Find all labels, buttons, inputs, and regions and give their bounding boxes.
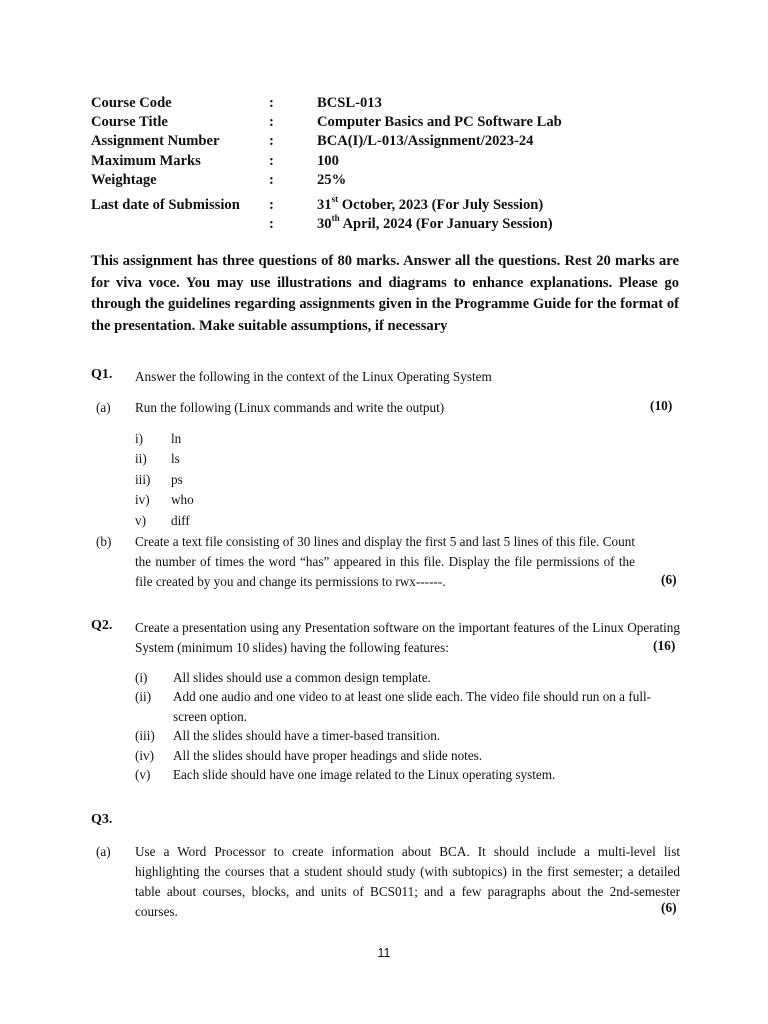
date-day: 30 — [317, 215, 332, 232]
q1-label: Q1. — [91, 367, 113, 382]
q2-label: Q2. — [91, 618, 113, 633]
list-item: i) ln — [135, 431, 182, 446]
list-item: (iv) All the slides should have proper headings and slide notes. — [135, 747, 483, 763]
submission-row-2 — [91, 215, 691, 234]
list-item: v) diff — [135, 512, 190, 528]
list-item: iv) who — [135, 492, 194, 508]
colon: : — [269, 152, 274, 169]
course-title-value: Computer Basics and PC Software Lab — [317, 114, 562, 131]
course-title-label: Course Title — [91, 114, 168, 131]
weightage-row — [91, 171, 691, 190]
q1a-label: (a) — [96, 400, 111, 415]
date-rest: April, 2024 (For January Session) — [339, 215, 553, 232]
date-suffix: th — [331, 213, 340, 224]
page-number: 11 — [377, 946, 391, 960]
colon: : — [269, 95, 274, 111]
q1a-marks: (10) — [650, 398, 673, 413]
q1a-text: Run the following (Linux commands and write the output) — [135, 400, 445, 415]
q1-text: Answer the following in the context of the Linux Operating System — [135, 369, 492, 384]
empty-label — [91, 215, 269, 234]
q3a-text: Use a Word Processor to create information about BCA. It should include a multi-level list highlighting the courses that a student should study (with subtopics) in the first semester; a detailed table about courses, blocks, and units of BCS011; and a few paragraphs about the 2nd-semester courses. — [135, 844, 680, 919]
q3-label: Q3. — [91, 812, 113, 827]
q3a-marks: (6) — [661, 900, 677, 915]
q2-feature-list — [135, 668, 680, 784]
course-code-label: Course Code — [91, 95, 172, 111]
maximum-marks-label: Maximum Marks — [91, 152, 201, 169]
maximum-marks-value: 100 — [317, 152, 339, 169]
assignment-number-label: Assignment Number — [91, 133, 220, 150]
assignment-number-value: BCA(I)/L-013/Assignment/2023-24 — [317, 133, 534, 150]
submission-row — [91, 196, 691, 215]
assignment-number-row — [91, 132, 691, 151]
date-rest: October, 2023 (For July Session) — [338, 196, 544, 213]
q3a-label: (a) — [96, 844, 111, 859]
colon: : — [269, 171, 274, 188]
q1b-text: Create a text file consisting of 30 lines and display the first 5 and last 5 lines of this file. Count the number of times the word “has” appeared in this file. Display the file permissions of the file created by you and change its permissions to rwx------. — [135, 534, 635, 589]
list-item: iii) ps — [135, 471, 183, 487]
q2-marks: (16) — [653, 638, 676, 653]
maximum-marks-row — [91, 152, 691, 171]
course-title-row — [91, 113, 691, 132]
submission-date-january — [317, 215, 691, 234]
q1a-command-list — [135, 429, 194, 531]
list-item: (i) All slides should use a common design template. — [135, 670, 431, 685]
q2-text: Create a presentation using any Presentation software on the important features of the Linux Operating System (minimum 10 slides) having the following features: — [135, 620, 680, 655]
submission-label: Last date of Submission — [91, 196, 240, 213]
colon: : — [269, 133, 274, 150]
weightage-label: Weightage — [91, 171, 157, 188]
instructions-paragraph: This assignment has three questions of 80 marks. Answer all the questions. Rest 20 marks are for viva voce. You may use illustrations and diagrams to enhance explanations. Please go through the guidelines regarding assignments given in the Programme Guide for the format of the presentation. Make suitable assumptions, if necessary — [91, 253, 679, 334]
course-code-value: BCSL-013 — [317, 95, 382, 111]
colon: : — [269, 114, 274, 131]
list-item: ii) ls — [135, 451, 180, 467]
list-item: (ii) Add one audio and one video to at least one slide each. The video file should run on a full-screen option. — [135, 689, 652, 724]
q1b-marks: (6) — [661, 572, 677, 587]
colon: : — [269, 215, 274, 232]
course-code-row — [91, 94, 691, 113]
list-item: (iii) All the slides should have a timer-based transition. — [135, 728, 441, 744]
colon: : — [269, 196, 274, 213]
date-day: 31 — [317, 196, 332, 213]
submission-date-july — [317, 196, 691, 215]
course-info — [91, 94, 691, 234]
list-item: (v) Each slide should have one image related to the Linux operating system. — [135, 767, 556, 783]
date-suffix: st — [331, 194, 339, 205]
weightage-value: 25% — [317, 171, 347, 188]
q1b-label: (b) — [96, 534, 112, 549]
